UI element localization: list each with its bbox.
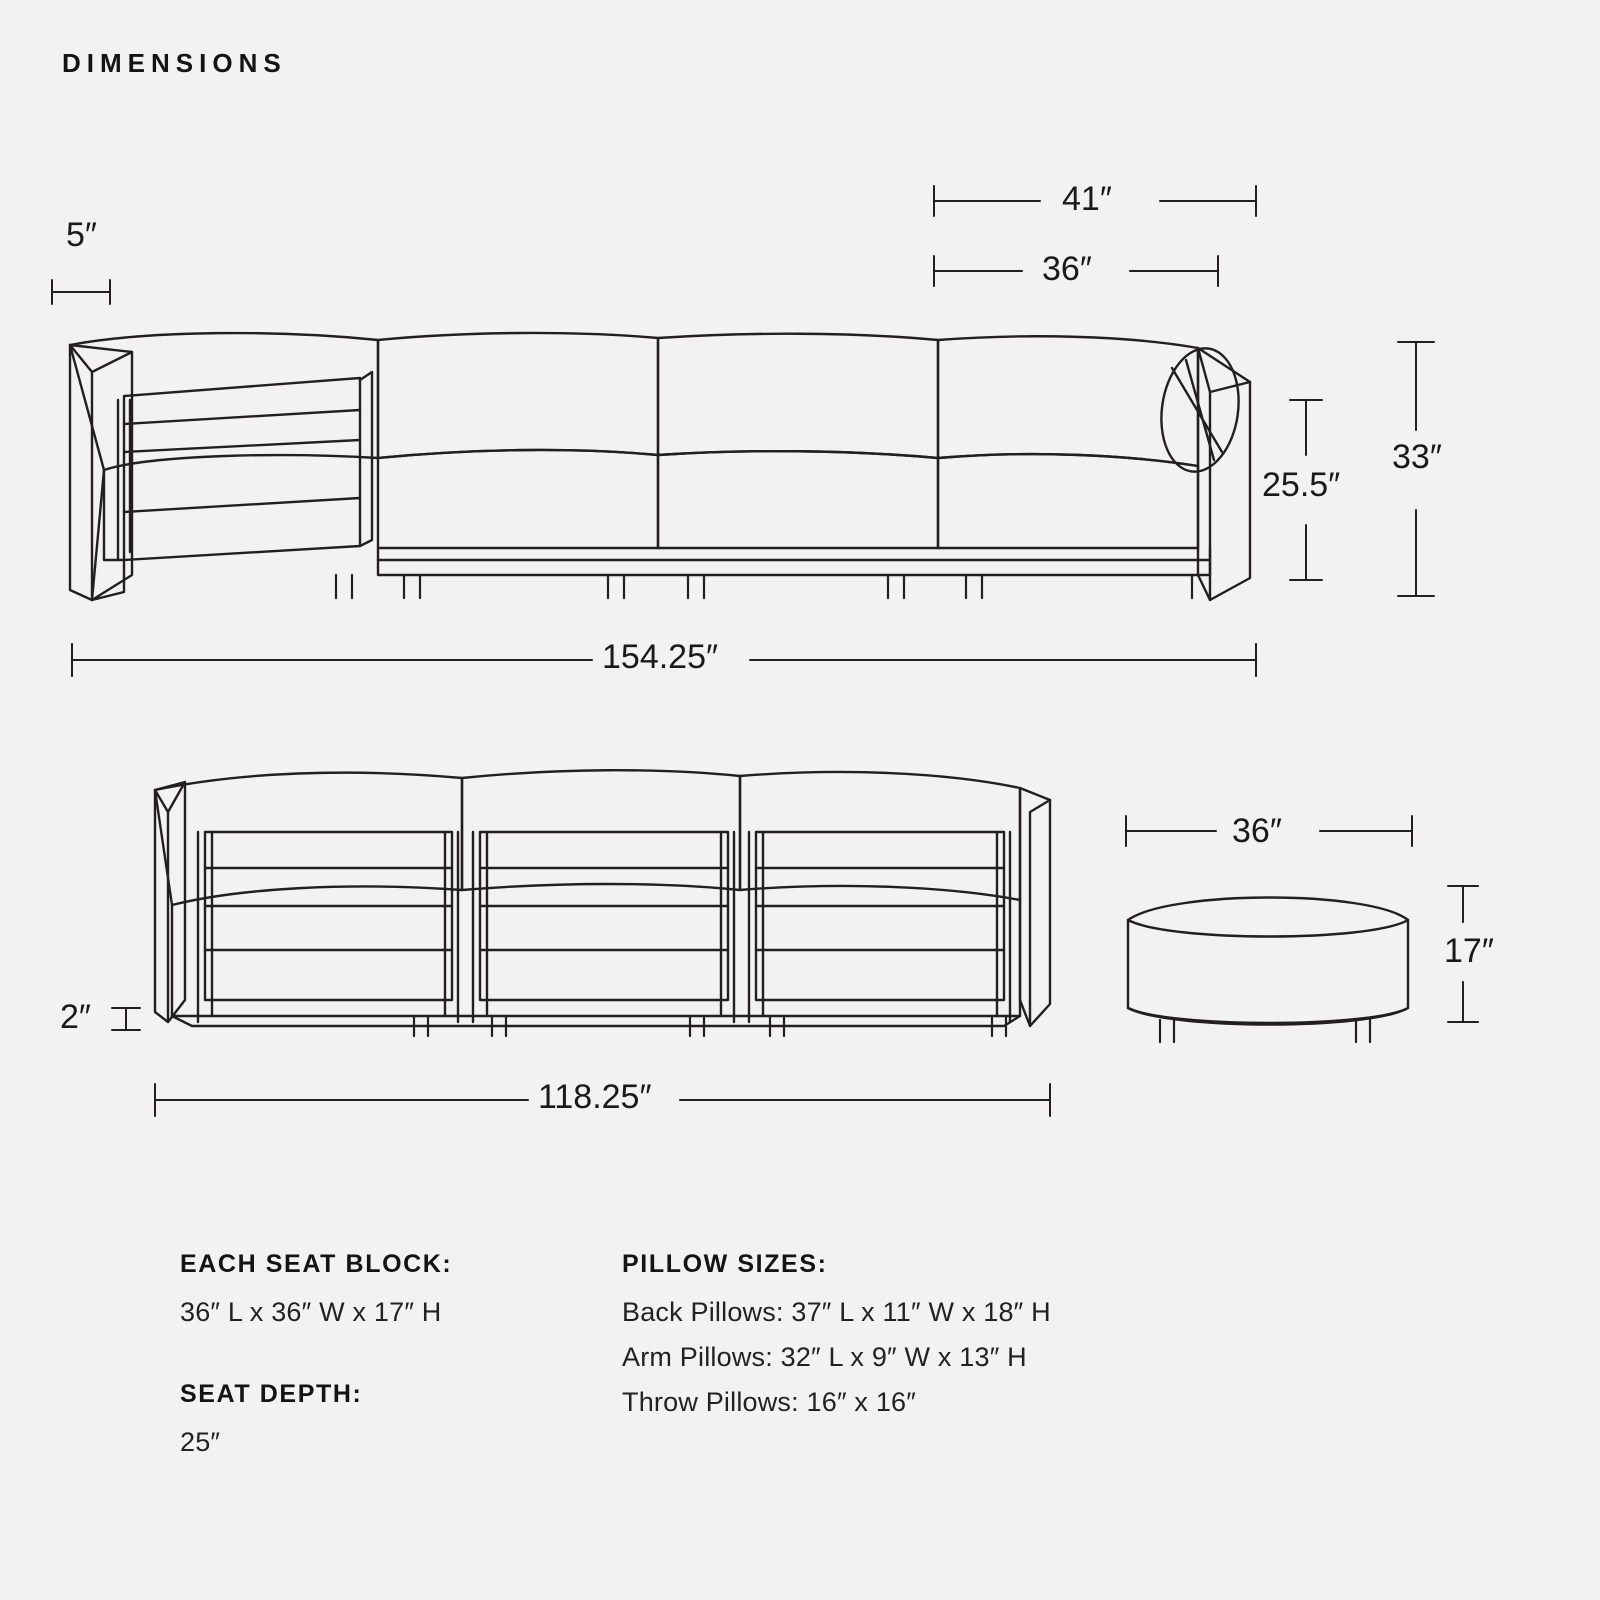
sofa-front-legs <box>336 575 1192 598</box>
sofa-arm-bolster <box>1154 343 1247 476</box>
spec-seat-depth-head: SEAT DEPTH: <box>180 1380 363 1408</box>
dimension-label-17: 17″ <box>1444 932 1494 970</box>
sofa-back-base <box>172 900 1020 1026</box>
spec-column-right <box>622 1250 1051 1432</box>
ottoman <box>1128 898 1408 1025</box>
dimension-label-33: 33″ <box>1392 438 1442 476</box>
sofa-back-right-arm <box>1020 788 1050 1026</box>
sofa-front-base <box>378 548 1210 575</box>
spec-seat-depth-value: 25″ <box>180 1427 221 1457</box>
sofa-left-seat-block <box>92 372 372 600</box>
dimension-label-2: 2″ <box>60 998 91 1036</box>
dimension-label-36-ottoman: 36″ <box>1232 812 1282 850</box>
spec-back-pillows: Back Pillows: 37″ L x 11″ W x 18″ H <box>622 1297 1051 1327</box>
dimension-2 <box>112 1008 140 1030</box>
sofa-front-right-arm <box>1198 348 1250 600</box>
spec-arm-pillows: Arm Pillows: 32″ L x 9″ W x 13″ H <box>622 1342 1027 1372</box>
dimension-label-25-5: 25.5″ <box>1262 466 1341 504</box>
dimension-label-36-front: 36″ <box>1042 250 1092 288</box>
spec-seat-block-value: 36″ L x 36″ W x 17″ H <box>180 1297 442 1327</box>
dimension-label-5: 5″ <box>66 216 97 254</box>
dimension-label-118-25: 118.25″ <box>538 1078 652 1116</box>
spec-seat-block <box>180 1250 452 1328</box>
dimension-label-154-25: 154.25″ <box>602 638 719 676</box>
spec-pillow-sizes-head: PILLOW SIZES: <box>622 1250 828 1278</box>
spec-seat-depth <box>180 1380 452 1458</box>
sofa-back-module-2 <box>473 832 734 1022</box>
sofa-back-pillows <box>378 333 1198 466</box>
dimension-5 <box>52 280 110 304</box>
spec-throw-pillows: Throw Pillows: 16″ x 16″ <box>622 1387 917 1417</box>
sofa-back-module-3 <box>749 832 1010 1022</box>
page-title: DIMENSIONS <box>62 48 287 78</box>
sofa-back-module-1 <box>198 832 458 1022</box>
sofa-back-pillows-rear <box>155 770 1020 905</box>
dimension-label-41: 41″ <box>1062 180 1112 218</box>
sofa-seat-cushions <box>378 450 1198 548</box>
spec-column-left <box>180 1250 452 1510</box>
spec-seat-block-head: EACH SEAT BLOCK: <box>180 1250 453 1278</box>
